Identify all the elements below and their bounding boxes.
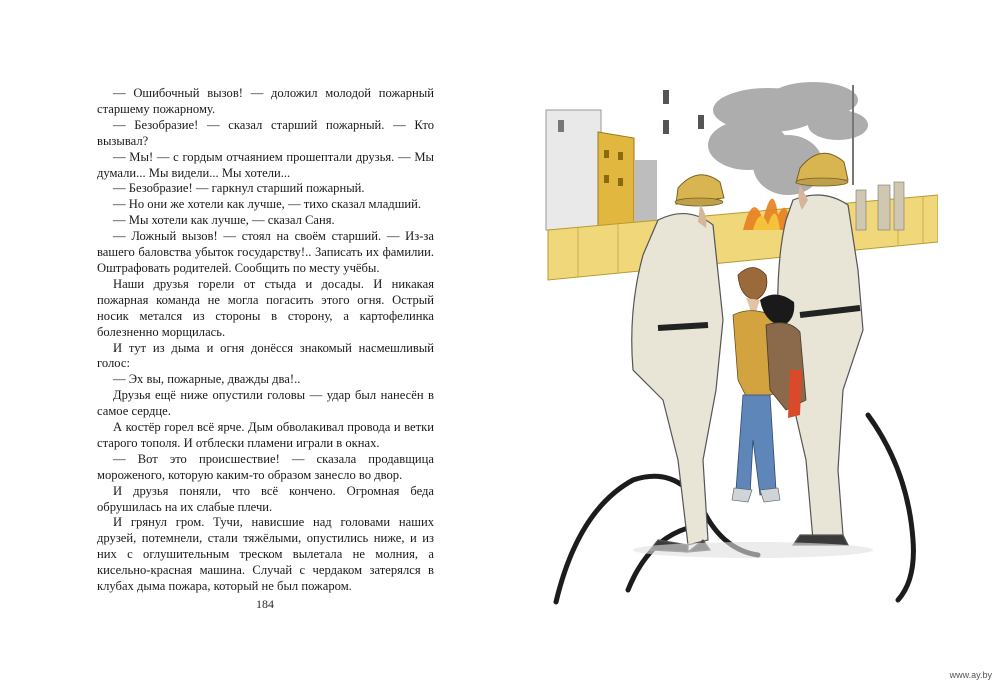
paragraph: — Мы! — с гордым отчаянием прошептали друзья. — Мы думали... Мы видели... Мы хотели... bbox=[97, 149, 434, 180]
paragraph: И друзья поняли, что всё кончено. Огромная беда обрушилась на их слабые плечи. bbox=[97, 483, 434, 514]
paragraph: — Мы хотели как лучше, — сказал Саня. bbox=[113, 213, 335, 228]
watermark: www.ay.by bbox=[949, 670, 992, 680]
paragraph: — Вот это происшествие! — сказала продавщица мороженого, которую каким-то образом занесло во двор. bbox=[97, 451, 434, 482]
illustration-firemen-scolding-boys bbox=[538, 70, 938, 610]
paragraph: Наши друзья горели от стыда и досады. И никакая пожарная команда не могла погасить этого огня. Острый носик метался из стороны в сторону, а картофелинка болезненно морщилась. bbox=[97, 276, 434, 339]
paragraph: — Ошибочный вызов! — доложил молодой пожарный старшему пожарному. bbox=[97, 86, 434, 116]
paragraph: — Безобразие! — гаркнул старший пожарный. bbox=[113, 181, 365, 196]
text-column bbox=[97, 86, 434, 595]
paragraph: — Но они же хотели как лучше, — тихо сказал младший. bbox=[113, 197, 422, 212]
paragraph: И тут из дыма и огня донёсся знакомый насмешливый голос: bbox=[97, 340, 434, 371]
paragraph: — Ложный вызов! — стоял на своём старший. — Из-за вашего баловства убыток государству!.. Записать их фамилии. Оштрафовать родителей. Сообщить по месту учёбы. bbox=[97, 229, 434, 275]
paragraph: И грянул гром. Тучи, нависшие над головами наших друзей, потемнели, стали тяжёлыми, опустились ниже, и из них с оглушительным треском вылетала не молния, а кисельно-красная машина. Случай с чердаком затерялся в клубах дыма пожара, который не был пожаром. bbox=[97, 515, 434, 594]
paragraph: — Эх вы, пожарные, дважды два!.. bbox=[113, 372, 301, 387]
paragraph: Друзья ещё ниже опустили головы — удар был нанесён в самое сердце. bbox=[97, 388, 434, 419]
paragraph: А костёр горел всё ярче. Дым обволакивал провода и ветки старого тополя. И отблески пламени играли в окнах. bbox=[97, 420, 434, 450]
paragraph: — Безобразие! — сказал старший пожарный. — Кто вызывал? bbox=[97, 117, 434, 148]
page-number: 184 bbox=[256, 597, 274, 611]
